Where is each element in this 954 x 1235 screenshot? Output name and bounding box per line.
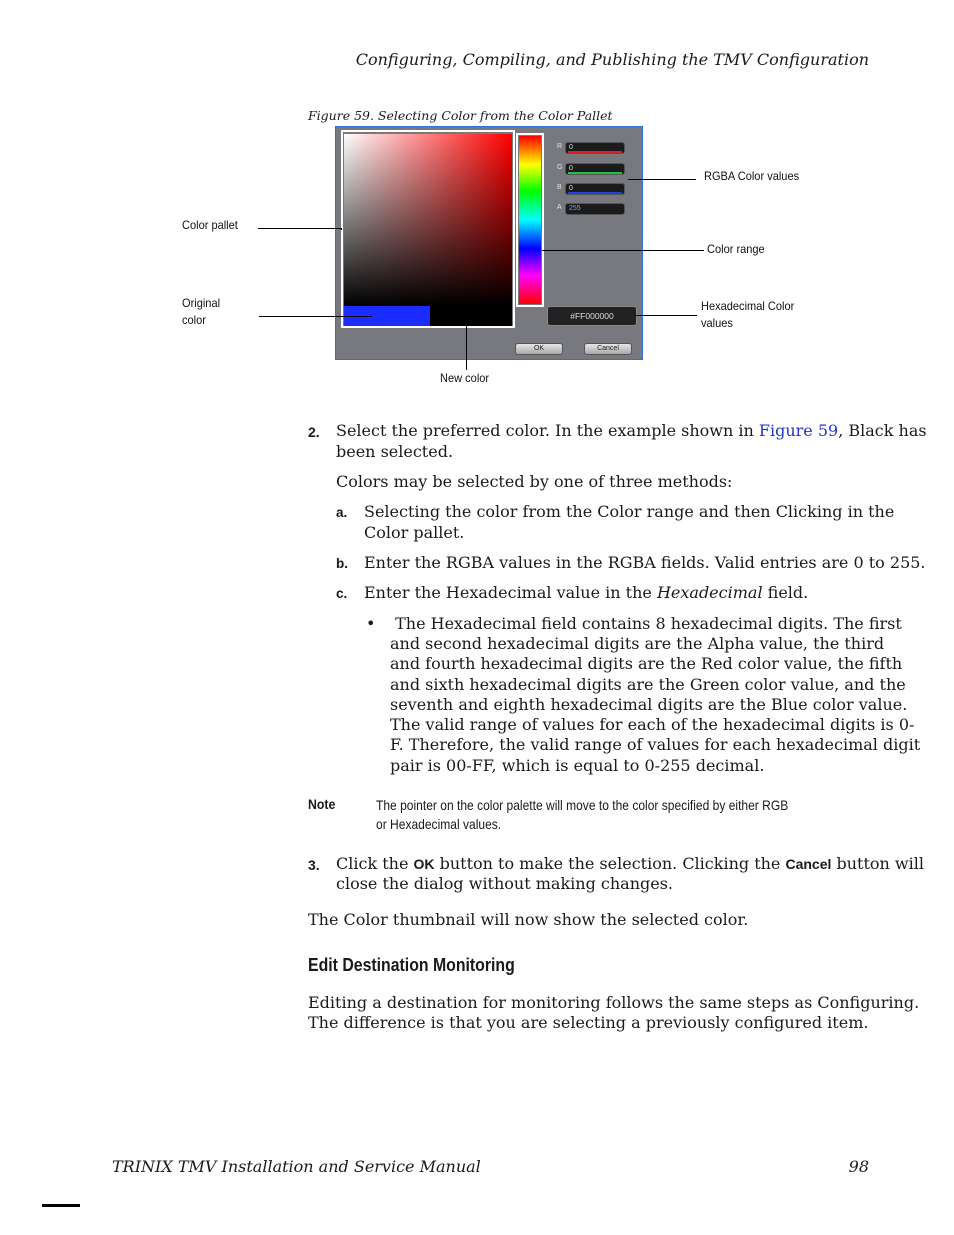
callout-original-color-line2: color <box>182 313 206 327</box>
step-2-text-a: Select the preferred color. In the example shown in <box>336 421 759 440</box>
note-line1: The pointer on the color palette will move to the color specified by either RGB <box>376 797 789 813</box>
green-channel-label: G <box>557 164 563 171</box>
callout-line-pallet <box>258 228 342 229</box>
step-3-text-b: button to make the selection. Clicking the <box>434 854 786 873</box>
footer-page-number: 98 <box>848 1157 869 1176</box>
bullet-mark: • <box>366 614 376 633</box>
step-3-line2: close the dialog without making changes. <box>336 874 674 893</box>
method-c-italic: Hexadecimal <box>656 583 763 602</box>
section-line1: Editing a destination for monitoring follows the same steps as Configuring. <box>308 993 920 1012</box>
method-a-line2: Color pallet. <box>364 523 465 542</box>
step-3-text-c: button will <box>831 854 924 873</box>
green-channel-bar <box>568 172 622 174</box>
methods-intro: Colors may be selected by one of three methods: <box>336 472 733 491</box>
hexadecimal-field[interactable]: #FF000000 <box>547 306 637 326</box>
blue-channel-field[interactable]: 0 <box>565 183 625 195</box>
note-line2: or Hexadecimal values. <box>376 816 502 832</box>
page-header-title: Configuring, Compiling, and Publishing the TMV Configuration <box>355 50 869 69</box>
bullet-line-7: F. Therefore, the valid range of values for each hexadecimal digit <box>390 735 921 754</box>
callout-line-rgba <box>628 179 696 180</box>
step-2-text-line2: been selected. <box>336 442 454 461</box>
method-a-line1: Selecting the color from the Color range and then Clicking in the <box>364 502 895 521</box>
step-2-number: 2. <box>308 424 320 440</box>
callout-line-new-color <box>466 312 467 370</box>
callout-hex-values-line2: values <box>701 316 733 330</box>
method-a-letter: a. <box>336 505 348 520</box>
step-3-text-a: Click the <box>336 854 414 873</box>
green-channel-field[interactable]: 0 <box>565 163 625 175</box>
cancel-button[interactable]: Cancel <box>584 343 632 355</box>
callout-line-pallet-tick <box>341 228 342 230</box>
bullet-line-8: pair is 00-FF, which is equal to 0-255 decimal. <box>390 756 765 775</box>
bullet-line-1: The Hexadecimal field contains 8 hexadecimal digits. The first <box>390 614 902 633</box>
section-line2: The difference is that you are selecting a previously configured item. <box>308 1013 869 1032</box>
blue-channel-bar <box>568 192 622 194</box>
callout-new-color: New color <box>440 371 490 385</box>
bullet-line-4: and sixth hexadecimal digits are the Green color value, and the <box>390 675 906 694</box>
color-range-slider[interactable] <box>519 136 541 304</box>
red-channel-field[interactable]: 0 <box>565 142 625 154</box>
method-b-letter: b. <box>336 556 348 571</box>
method-c-letter: c. <box>336 586 348 601</box>
step-2-text-b: , Black has <box>838 421 927 440</box>
alpha-channel-label: A <box>557 204 562 211</box>
blue-channel-label: B <box>557 184 562 191</box>
step-2-text <box>336 421 927 441</box>
bullet-line-2: and second hexadecimal digits are the Alpha value, the third <box>390 634 885 653</box>
red-channel-label: R <box>557 143 563 150</box>
callout-color-pallet: Color pallet <box>182 218 238 232</box>
ok-button[interactable]: OK <box>515 343 563 355</box>
red-channel-bar <box>568 151 622 153</box>
color-pallet[interactable] <box>344 134 512 306</box>
method-c-text-b: field. <box>762 583 809 602</box>
callout-original-color-line1: Original <box>182 296 221 310</box>
step-3-text <box>336 854 924 874</box>
footer-rule <box>42 1204 80 1207</box>
footer-manual-title: TRINIX TMV Installation and Service Manual <box>112 1157 481 1176</box>
new-color-swatch <box>430 306 512 326</box>
thumbnail-text: The Color thumbnail will now show the selected color. <box>308 910 749 929</box>
bullet-line-3: and fourth hexadecimal digits are the Red color value, the fifth <box>390 654 903 673</box>
figure-59-link[interactable]: Figure 59 <box>758 421 839 440</box>
step-3-ok-word: OK <box>413 856 435 872</box>
callout-color-range: Color range <box>707 242 765 256</box>
figure-caption: Figure 59. Selecting Color from the Color Pallet <box>308 108 613 123</box>
callout-line-original <box>259 316 372 317</box>
alpha-channel-field[interactable]: 255 <box>565 203 625 215</box>
callout-rgba-values: RGBA Color values <box>704 169 800 183</box>
callout-hex-values-line1: Hexadecimal Color <box>701 299 795 313</box>
bullet-line-5: seventh and eighth hexadecimal digits are the Blue color value. <box>390 695 908 714</box>
method-c-text <box>364 583 808 603</box>
note-label: Note <box>308 796 336 812</box>
callout-line-range <box>542 250 704 251</box>
method-c-text-a: Enter the Hexadecimal value in the <box>364 583 657 602</box>
callout-line-hex <box>634 315 697 316</box>
step-3-cancel-word: Cancel <box>785 856 832 872</box>
step-3-number: 3. <box>308 857 320 873</box>
bullet-line-6: The valid range of values for each of the hexadecimal digits is 0- <box>390 715 915 734</box>
method-b-text: Enter the RGBA values in the RGBA fields. Valid entries are 0 to 255. <box>364 553 926 572</box>
section-heading: Edit Destination Monitoring <box>308 955 515 975</box>
